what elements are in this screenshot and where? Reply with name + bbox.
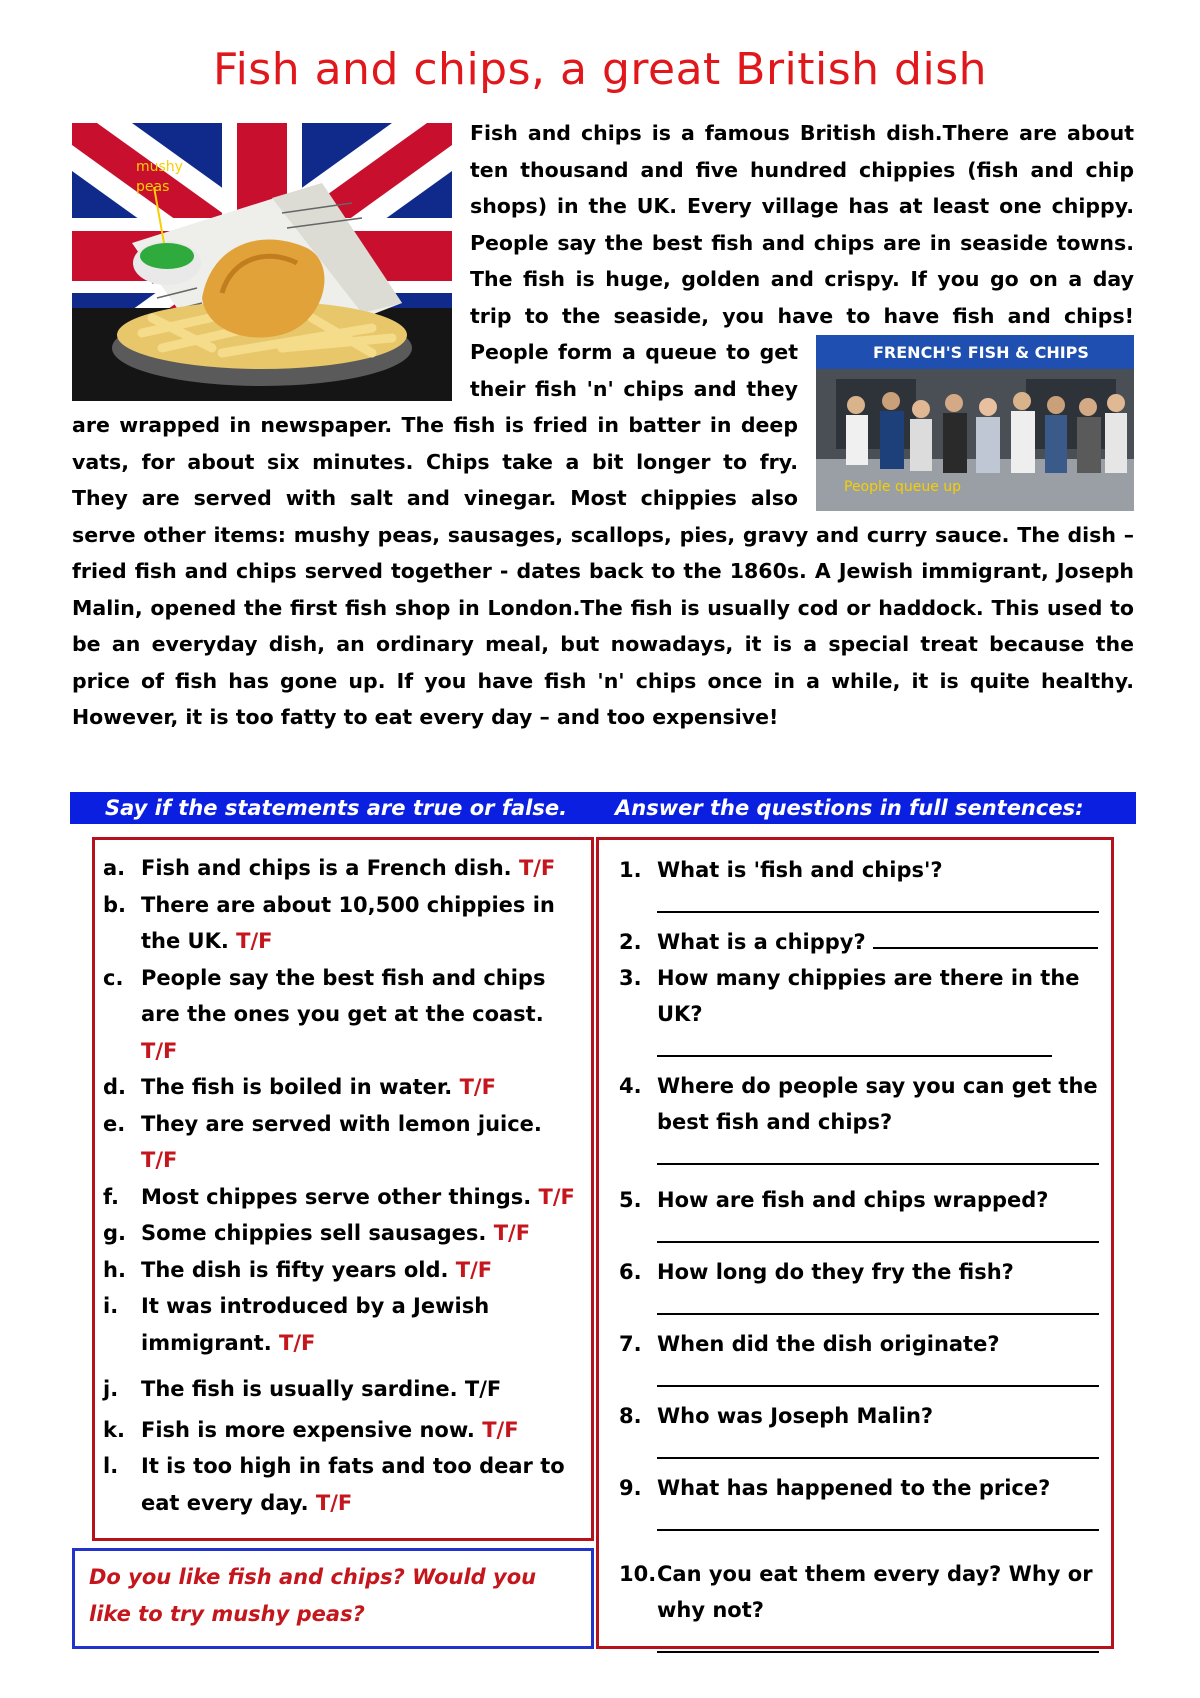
question-number: 5. (619, 1188, 642, 1212)
true-false-marker[interactable]: T/F (482, 1417, 519, 1442)
reading-text: Fish and chips is a famous British dish.There are about ten thousand and five hundred chippies (fish and chip shops) in the UK. Every village has at least one chippy. People say the best fish and chips are in seaside towns. The fish is huge, golden and crispy. If you go on a day trip to the seaside, you have to have fish and chips! People form a queue to get their fish 'n' chips and they are wrapped in newspaper. The fish is fried in batter in deep vats, for about six minutes. Chips take a bit longer to fry. They are served with salt and vinegar. Most chippies also serve other items: mushy peas, sausages, scallops, pies, gravy and curry sauce. The dish – fried fish and chips served together - dates back to the 1860s. A Jewish immigrant, Joseph Malin, opened the first fish shop in London.The fish is usually cod or haddock. This used to be an everyday dish, an ordinary meal, but nowadays, it is a special treat because the price of fish has gone up. If you have fish 'n' chips once in a while, it is quite healthy. However, it is too fatty to eat every day – and too expensive! (72, 121, 1134, 729)
question-text: Can you eat them every day? Why or why not? (657, 1562, 1093, 1622)
true-false-marker[interactable]: T/F (493, 1221, 531, 1245)
question-text: Who was Joseph Malin? (657, 1404, 934, 1428)
question-item (619, 1556, 1099, 1664)
true-false-marker[interactable]: T/F (315, 1490, 353, 1515)
true-false-marker[interactable]: T/F (236, 929, 273, 953)
question-text: Where do people say you can get the best fish and chips? (657, 1074, 1098, 1134)
question-text: What has happened to the price? (657, 1476, 1051, 1500)
shop-sign-text: FRENCH'S FISH & CHIPS (873, 343, 1089, 362)
item-statement: They are served with lemon juice. (141, 1111, 542, 1136)
questions-list (619, 852, 1099, 1664)
item-letter: e. (103, 1111, 126, 1136)
instruction-bar (70, 792, 1136, 824)
item-letter: f. (103, 1184, 119, 1209)
true-false-item (103, 1069, 583, 1106)
true-false-item (103, 1106, 583, 1179)
question-item (619, 852, 1099, 924)
question-number: 9. (619, 1476, 642, 1500)
item-letter: c. (103, 965, 124, 990)
question-item (619, 960, 1099, 1068)
true-false-item (103, 1412, 583, 1449)
item-statement: Fish is more expensive now. (141, 1417, 475, 1442)
item-statement: Some chippies sell sausages. (141, 1221, 487, 1245)
item-letter: k. (103, 1417, 125, 1442)
item-statement: Most chippes serve other things. (141, 1184, 532, 1209)
true-false-marker[interactable]: T/F (518, 856, 556, 880)
answer-line[interactable] (657, 1219, 1099, 1243)
question-number: 4. (619, 1074, 642, 1098)
item-letter: d. (103, 1075, 127, 1099)
question-text: How many chippies are there in the UK? (657, 966, 1080, 1026)
questions-instruction: Answer the questions in full sentences: (615, 796, 1084, 820)
answer-line[interactable] (657, 1435, 1099, 1459)
question-number: 7. (619, 1332, 642, 1356)
people-queue-caption: People queue up (844, 479, 962, 495)
true-false-item (103, 850, 583, 887)
true-false-marker[interactable]: T/F (141, 1038, 178, 1063)
item-letter: b. (103, 892, 127, 917)
item-statement: The fish is usually sardine. (141, 1377, 458, 1401)
page-title: Fish and chips, a great British dish (212, 44, 988, 95)
true-false-marker[interactable]: T/F (459, 1075, 496, 1099)
true-false-item (103, 887, 583, 960)
question-number: 1. (619, 858, 642, 882)
item-statement: Fish and chips is a French dish. (141, 856, 512, 880)
question-text: When did the dish originate? (657, 1332, 1000, 1356)
true-false-list (103, 850, 583, 1521)
true-false-marker[interactable]: T/F (141, 1148, 178, 1172)
question-item (619, 1254, 1099, 1326)
true-false-item (103, 1288, 583, 1361)
question-item (619, 1398, 1099, 1470)
item-letter: l. (103, 1454, 119, 1478)
item-statement: It was introduced by a Jewish immigrant. (141, 1294, 490, 1355)
true-false-marker[interactable]: T/F (279, 1330, 316, 1355)
question-item (619, 924, 1099, 960)
answer-line[interactable] (657, 1033, 1052, 1057)
answer-line[interactable] (657, 1141, 1099, 1165)
answer-line[interactable] (657, 1507, 1099, 1531)
discussion-box (72, 1548, 594, 1649)
question-item (619, 1470, 1099, 1542)
question-number: 3. (619, 966, 642, 990)
question-text: How long do they fry the fish? (657, 1260, 1014, 1284)
reading-passage (72, 115, 1134, 775)
question-number: 6. (619, 1260, 642, 1284)
answer-line[interactable] (873, 925, 1098, 949)
discussion-question: Do you like fish and chips? Would you like to try mushy peas? (89, 1565, 537, 1626)
question-item (619, 1182, 1099, 1254)
question-item (619, 1326, 1099, 1398)
true-false-item (103, 960, 583, 1070)
mushy-peas-caption: mushy peas (136, 159, 183, 195)
true-false-marker[interactable]: T/F (455, 1257, 493, 1282)
item-letter: i. (103, 1294, 119, 1318)
question-text: What is 'fish and chips'? (657, 858, 943, 882)
item-statement: The dish is fifty years old. (141, 1257, 449, 1282)
answer-line[interactable] (657, 1363, 1099, 1387)
true-false-item (103, 1179, 583, 1216)
answer-line[interactable] (657, 889, 1099, 913)
true-false-item (103, 1215, 583, 1252)
question-item (619, 1068, 1099, 1176)
item-letter: h. (103, 1257, 126, 1282)
true-false-marker[interactable]: T/F (538, 1184, 575, 1209)
true-false-item (103, 1448, 583, 1521)
item-statement: People say the best fish and chips are the ones you get at the coast. (141, 965, 546, 1026)
item-letter: a. (103, 856, 126, 880)
true-false-item (103, 1371, 583, 1408)
questions-box (596, 837, 1114, 1649)
item-statement: There are about 10,500 chippies in the UK. (141, 892, 555, 953)
item-statement: The fish is boiled in water. (141, 1075, 453, 1099)
fish-and-chips-photo (72, 123, 452, 401)
question-number: 2. (619, 930, 642, 954)
item-letter: j. (103, 1377, 119, 1401)
shop-queue-photo (816, 335, 1134, 511)
question-text: How are fish and chips wrapped? (657, 1188, 1049, 1212)
question-number: 8. (619, 1404, 642, 1428)
true-false-item (103, 1252, 583, 1289)
true-false-box (92, 837, 594, 1541)
item-statement: It is too high in fats and too dear to eat every day. (141, 1454, 565, 1515)
question-text: What is a chippy? (657, 930, 866, 954)
answer-line[interactable] (657, 1291, 1099, 1315)
item-letter: g. (103, 1221, 127, 1245)
question-number: 10. (619, 1562, 657, 1586)
true-false-marker[interactable]: T/F (464, 1377, 502, 1401)
answer-line[interactable] (657, 1629, 1099, 1653)
true-false-instruction: Say if the statements are true or false. (105, 796, 568, 820)
